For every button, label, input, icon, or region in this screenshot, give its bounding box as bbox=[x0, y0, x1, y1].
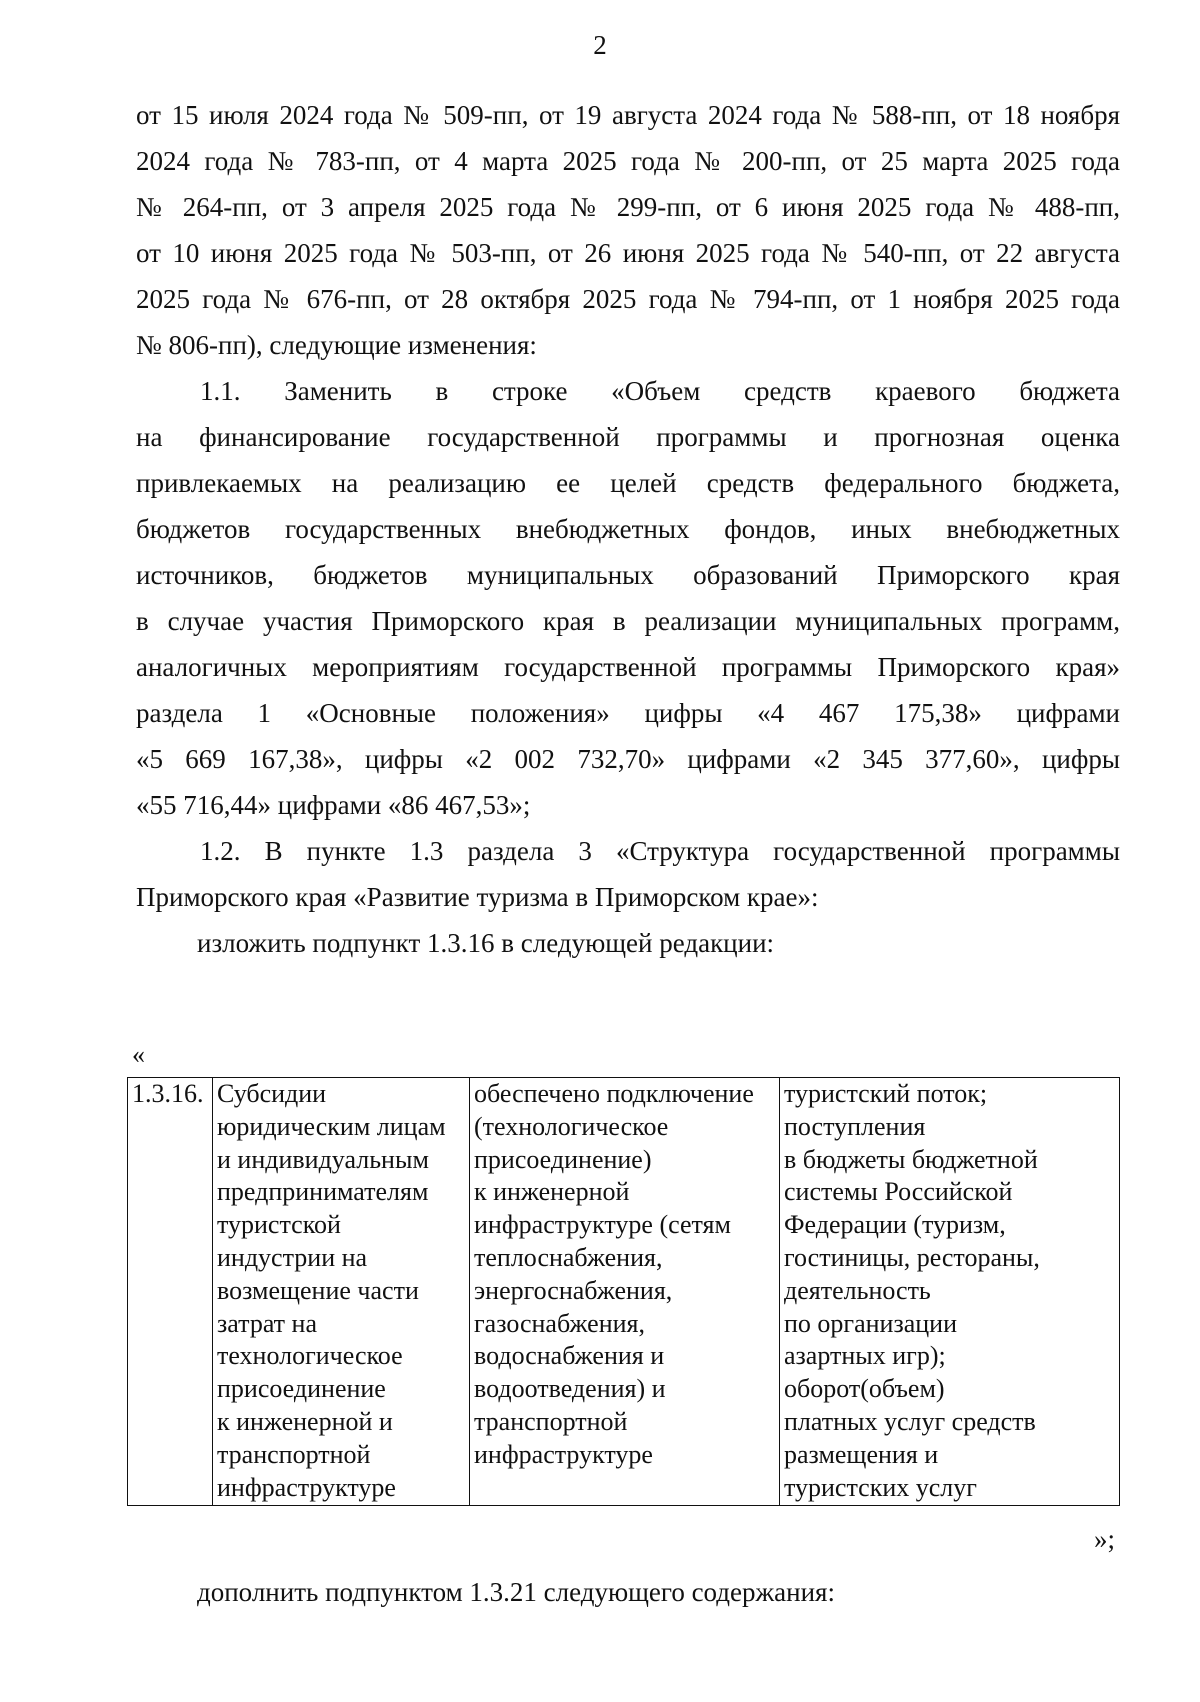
cell-line: инфраструктуре bbox=[474, 1439, 653, 1469]
item-1-1-line: «55 716,44» цифрами «86 467,53»; bbox=[136, 790, 531, 820]
cell-line: (технологическое bbox=[474, 1111, 669, 1141]
table-row bbox=[128, 1078, 1120, 1506]
cell-line: платных услуг средств bbox=[784, 1406, 1036, 1436]
cell-line: предпринимателям bbox=[217, 1177, 429, 1207]
item-1-1-line: источников, бюджетов муниципальных образований Приморского края bbox=[136, 560, 1120, 590]
cell-line: азартных игр); bbox=[784, 1341, 946, 1371]
cell-line: туристских услуг bbox=[784, 1472, 977, 1502]
cell-line: возмещение части bbox=[217, 1275, 419, 1305]
cell-line: энергоснабжения, bbox=[474, 1275, 673, 1305]
item-1-1-line: на финансирование государственной программы и прогнозная оценка bbox=[136, 422, 1120, 452]
subitem-result-cell bbox=[470, 1078, 780, 1506]
item-1-2-line: Приморского края «Развитие туризма в Приморском крае»: bbox=[136, 882, 819, 912]
cell-line: Федерации (туризм, bbox=[784, 1210, 1006, 1240]
intro-line: от 10 июня 2025 года № 503-пп, от 26 июня 2025 года № 540-пп, от 22 августа bbox=[136, 238, 1120, 268]
subitem-number: 1.3.16. bbox=[132, 1079, 204, 1108]
cell-line: технологическое bbox=[217, 1341, 403, 1371]
cell-line: теплоснабжения, bbox=[474, 1242, 663, 1272]
intro-line: от 15 июля 2024 года № 509-пп, от 19 августа 2024 года № 588-пп, от 18 ноября bbox=[136, 100, 1120, 130]
intro-line: 2025 года № 676-пп, от 28 октября 2025 года № 794-пп, от 1 ноября 2025 года bbox=[136, 284, 1120, 314]
cell-line: Субсидии bbox=[217, 1079, 327, 1108]
closing-quote: »; bbox=[1094, 1524, 1116, 1554]
cell-line: по организации bbox=[784, 1308, 957, 1338]
cell-line: к инженерной и bbox=[217, 1406, 393, 1436]
cell-line: поступления bbox=[784, 1111, 926, 1141]
cell-line: к инженерной bbox=[474, 1177, 630, 1207]
subitem-table bbox=[127, 1077, 1120, 1506]
opening-quote: « bbox=[132, 1040, 145, 1069]
item-1-1-line: привлекаемых на реализацию ее целей средств федерального бюджета, bbox=[136, 468, 1120, 498]
intro-line: № 806-пп), следующие изменения: bbox=[136, 330, 537, 360]
cell-line: инфраструктуре (сетям bbox=[474, 1210, 731, 1240]
subitem-indicator-cell bbox=[780, 1078, 1120, 1506]
cell-line: и индивидуальным bbox=[217, 1144, 429, 1174]
cell-line: размещения и bbox=[784, 1439, 939, 1469]
cell-line: транспортной bbox=[474, 1406, 628, 1436]
cell-line: затрат на bbox=[217, 1308, 318, 1338]
subitem-number-cell bbox=[128, 1078, 213, 1506]
cell-line: туристский поток; bbox=[784, 1079, 988, 1108]
cell-line: индустрии на bbox=[217, 1242, 368, 1272]
cell-line: водоотведения) и bbox=[474, 1374, 666, 1404]
cell-line: в бюджеты бюджетной bbox=[784, 1144, 1038, 1174]
cell-line: гостиницы, рестораны, bbox=[784, 1242, 1040, 1272]
item-1-1-line: бюджетов государственных внебюджетных фондов, иных внебюджетных bbox=[136, 514, 1120, 544]
cell-line: транспортной bbox=[217, 1439, 371, 1469]
item-1-1-line: 1.1. Заменить в строке «Объем средств краевого бюджета bbox=[200, 376, 1120, 406]
cell-line: водоснабжения и bbox=[474, 1341, 665, 1371]
cell-line: юридическим лицам bbox=[217, 1111, 446, 1141]
instruction-text: изложить подпункт 1.3.16 в следующей редакции: bbox=[197, 928, 775, 958]
intro-line: № 264-пп, от 3 апреля 2025 года № 299-пп, от 6 июня 2025 года № 488-пп, bbox=[136, 192, 1120, 222]
cell-line: туристской bbox=[217, 1210, 341, 1240]
cell-line: присоединение bbox=[217, 1374, 386, 1404]
cell-line: оборот(объем) bbox=[784, 1374, 945, 1404]
instruction-text: дополнить подпунктом 1.3.21 следующего содержания: bbox=[197, 1577, 835, 1607]
intro-line: 2024 года № 783-пп, от 4 марта 2025 года № 200-пп, от 25 марта 2025 года bbox=[136, 146, 1120, 176]
cell-line: инфраструктуре bbox=[217, 1472, 396, 1502]
cell-line: газоснабжения, bbox=[474, 1308, 645, 1338]
item-1-1-line: в случае участия Приморского края в реализации муниципальных программ, bbox=[136, 606, 1120, 636]
item-1-1-line: раздела 1 «Основные положения» цифры «4 467 175,38» цифрами bbox=[136, 698, 1120, 728]
subitem-name-cell bbox=[213, 1078, 470, 1506]
item-1-2-line: 1.2. В пункте 1.3 раздела 3 «Структура государственной программы bbox=[200, 836, 1120, 866]
cell-line: обеспечено подключение bbox=[474, 1079, 754, 1108]
item-1-1-line: «5 669 167,38», цифры «2 002 732,70» цифрами «2 345 377,60», цифры bbox=[136, 744, 1120, 774]
page-number: 2 bbox=[593, 30, 607, 60]
cell-line: системы Российской bbox=[784, 1177, 1013, 1207]
item-1-1-line: аналогичных мероприятиям государственной программы Приморского края» bbox=[136, 652, 1120, 682]
cell-line: деятельность bbox=[784, 1275, 931, 1305]
cell-line: присоединение) bbox=[474, 1144, 652, 1174]
